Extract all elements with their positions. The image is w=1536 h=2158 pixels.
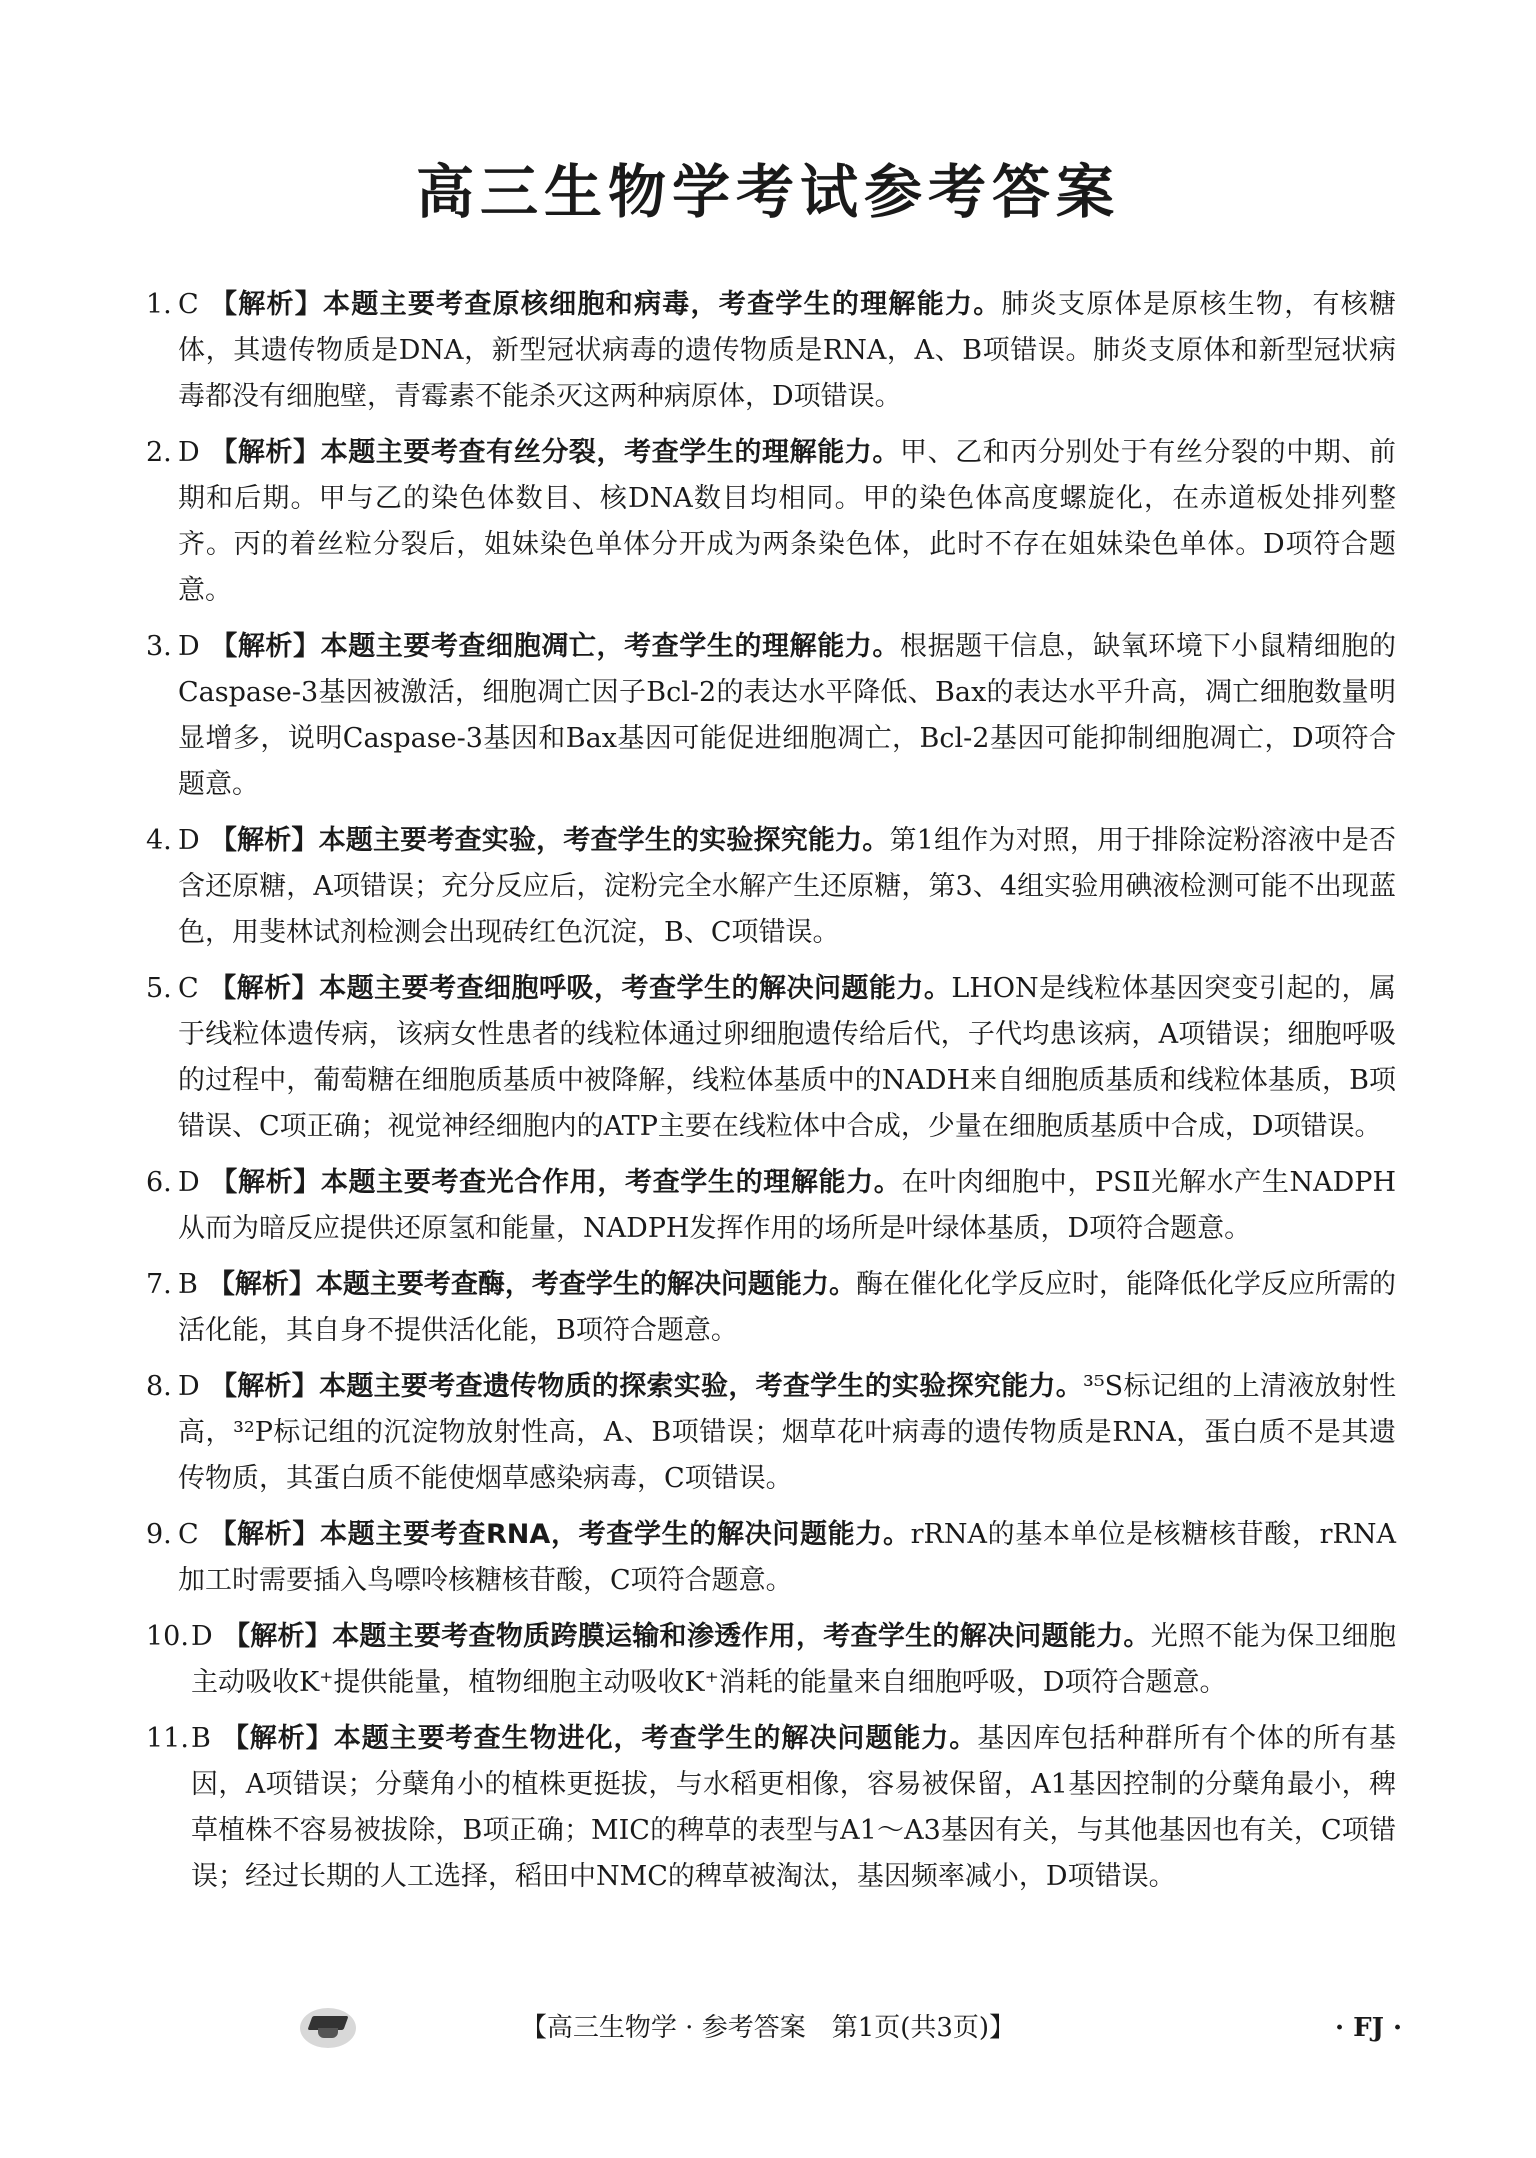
item-focus: 本题主要考查遗传物质的探索实验，考查学生的实验探究能力。 bbox=[319, 1371, 1084, 1402]
item-explanation: LHON是线粒体基因突变引起的，属于线粒体遗传病，该病女性患者的线粒体通过卵细胞遗传给后代，子代均患该病，A项错误；细胞呼吸的过程中，葡萄糖在细胞质基质中被降解，线粒体基质中的NADH来自细胞质基质和线粒体基质，B项错误、C项正确；视觉神经细胞内的ATP主要在线粒体中合成，少量在细胞质基质中合成，D项错误。 bbox=[178, 973, 1396, 1142]
answer-item-10 bbox=[146, 1614, 1396, 1706]
analysis-label: 【解析】 bbox=[208, 289, 324, 320]
item-focus: 本题主要考查实验，考查学生的实验探究能力。 bbox=[318, 825, 890, 856]
answer-item-4 bbox=[146, 818, 1396, 956]
analysis-label: 【解析】 bbox=[220, 1723, 334, 1754]
item-explanation: 第1组作为对照，用于排除淀粉溶液中是否含还原糖，A项错误；充分反应后，淀粉完全水解产生还原糖，第3、4组实验用碘液检测可能不出现蓝色，用斐林试剂检测会出现砖红色沉淀，B、C项错误。 bbox=[178, 825, 1397, 948]
answer-item-9 bbox=[146, 1512, 1396, 1604]
item-number: 4. bbox=[146, 825, 172, 856]
item-answer: B bbox=[178, 1269, 198, 1300]
answer-item-6 bbox=[146, 1160, 1396, 1252]
item-answer: D bbox=[178, 825, 200, 856]
item-explanation: 在叶肉细胞中，PSⅡ光解水产生NADPH从而为暗反应提供还原氢和能量，NADPH发挥作用的场所是叶绿体基质，D项符合题意。 bbox=[178, 1167, 1397, 1244]
answer-item-1 bbox=[146, 282, 1396, 420]
analysis-label: 【解析】 bbox=[209, 1167, 321, 1198]
footer-region-code: · FJ · bbox=[1335, 2013, 1402, 2043]
page-title: 高三生物学考试参考答案 bbox=[415, 158, 1120, 226]
item-explanation: 酶在催化化学反应时，能降低化学反应所需的活化能，其自身不提供活化能，B项符合题意。 bbox=[178, 1269, 1397, 1346]
item-number: 9. bbox=[146, 1519, 172, 1550]
item-answer: D bbox=[178, 631, 200, 662]
item-focus: 本题主要考查有丝分裂，考查学生的理解能力。 bbox=[320, 437, 900, 468]
footer-page-info: 【高三生物学 · 参考答案 第1页(共3页)】 bbox=[520, 2013, 1016, 2043]
analysis-label: 【解析】 bbox=[209, 1371, 320, 1402]
analysis-label: 【解析】 bbox=[209, 825, 319, 856]
analysis-label: 【解析】 bbox=[207, 1269, 316, 1300]
item-focus: 本题主要考查光合作用，考查学生的理解能力。 bbox=[320, 1167, 902, 1198]
answer-item-2 bbox=[146, 430, 1396, 614]
answer-item-8 bbox=[146, 1364, 1396, 1502]
item-number: 2. bbox=[146, 437, 172, 468]
analysis-label: 【解析】 bbox=[209, 631, 321, 662]
analysis-label: 【解析】 bbox=[208, 973, 320, 1004]
answer-item-11 bbox=[146, 1716, 1396, 1900]
item-explanation: ³⁵S标记组的上清液放射性高，³²P标记组的沉淀物放射性高，A、B项错误；烟草花叶病毒的遗传物质是RNA，蛋白质不是其遗传物质，其蛋白质不能使烟草感染病毒，C项错误。 bbox=[178, 1371, 1396, 1494]
item-number: 1. bbox=[146, 289, 172, 320]
item-focus: 本题主要考查生物进化，考查学生的解决问题能力。 bbox=[333, 1723, 978, 1754]
item-answer: D bbox=[178, 1167, 200, 1198]
analysis-label: 【解析】 bbox=[222, 1621, 333, 1652]
item-number: 3. bbox=[146, 631, 172, 662]
answer-list bbox=[146, 282, 1396, 1910]
item-answer: B bbox=[191, 1723, 211, 1754]
answer-item-3 bbox=[146, 624, 1396, 808]
item-number: 6. bbox=[146, 1167, 172, 1198]
item-explanation: rRNA的基本单位是核糖核苷酸，rRNA加工时需要插入鸟嘌呤核糖核苷酸，C项符合题意。 bbox=[178, 1519, 1397, 1596]
item-answer: C bbox=[178, 1519, 199, 1550]
item-focus: 本题主要考查RNA，考查学生的解决问题能力。 bbox=[320, 1519, 911, 1550]
page-footer bbox=[0, 2008, 1536, 2058]
answer-item-5 bbox=[146, 966, 1396, 1150]
item-explanation: 肺炎支原体是原核生物，有核糖体，其遗传物质是DNA，新型冠状病毒的遗传物质是RNA，A、B项错误。肺炎支原体和新型冠状病毒都没有细胞壁，青霉素不能杀灭这两种病原体，D项错误。 bbox=[178, 289, 1397, 412]
item-number: 11. bbox=[146, 1723, 189, 1754]
analysis-label: 【解析】 bbox=[208, 1519, 321, 1550]
answer-item-7 bbox=[146, 1262, 1396, 1354]
item-focus: 本题主要考查细胞凋亡，考查学生的理解能力。 bbox=[320, 631, 900, 662]
item-answer: C bbox=[178, 973, 199, 1004]
item-number: 8. bbox=[146, 1371, 172, 1402]
item-number: 7. bbox=[146, 1269, 172, 1300]
item-number: 10. bbox=[146, 1621, 189, 1652]
item-explanation: 根据题干信息，缺氧环境下小鼠精细胞的Caspase-3基因被激活，细胞凋亡因子Bcl-2的表达水平降低、Bax的表达水平升高，凋亡细胞数量明显增多，说明Caspase-3基因和Bax基因可能促进细胞凋亡，Bcl-2基因可能抑制细胞凋亡，D项符合题意。 bbox=[178, 631, 1397, 800]
analysis-label: 【解析】 bbox=[209, 437, 321, 468]
item-answer: D bbox=[178, 437, 200, 468]
item-focus: 本题主要考查原核细胞和病毒，考查学生的理解能力。 bbox=[323, 289, 1002, 320]
item-answer: D bbox=[191, 1621, 213, 1652]
item-answer: D bbox=[178, 1371, 200, 1402]
item-explanation: 光照不能为保卫细胞主动吸收K⁺提供能量，植物细胞主动吸收K⁺消耗的能量来自细胞呼吸，D项符合题意。 bbox=[191, 1621, 1397, 1698]
item-explanation: 甲、乙和丙分别处于有丝分裂的中期、前期和后期。甲与乙的染色体数目、核DNA数目均相同。甲的染色体高度螺旋化，在赤道板处排列整齐。丙的着丝粒分裂后，姐妹染色单体分开成为两条染色体，此时不存在姐妹染色单体。D项符合题意。 bbox=[178, 437, 1397, 606]
item-answer: C bbox=[178, 289, 199, 320]
item-focus: 本题主要考查酶，考查学生的解决问题能力。 bbox=[315, 1269, 856, 1300]
item-explanation: 基因库包括种群所有个体的所有基因，A项错误；分蘖角小的植株更挺拔，与水稻更相像，容易被保留，A1基因控制的分蘖角最小，稗草植株不容易被拔除，B项正确；MIC的稗草的表型与A1～A3基因有关，与其他基因也有关，C项错误；经过长期的人工选择，稻田中NMC的稗草被淘汰，基因频率减小，D项错误。 bbox=[191, 1723, 1397, 1892]
item-number: 5. bbox=[146, 973, 172, 1004]
item-focus: 本题主要考查物质跨膜运输和渗透作用，考查学生的解决问题能力。 bbox=[332, 1621, 1151, 1652]
item-focus: 本题主要考查细胞呼吸，考查学生的解决问题能力。 bbox=[319, 973, 952, 1004]
